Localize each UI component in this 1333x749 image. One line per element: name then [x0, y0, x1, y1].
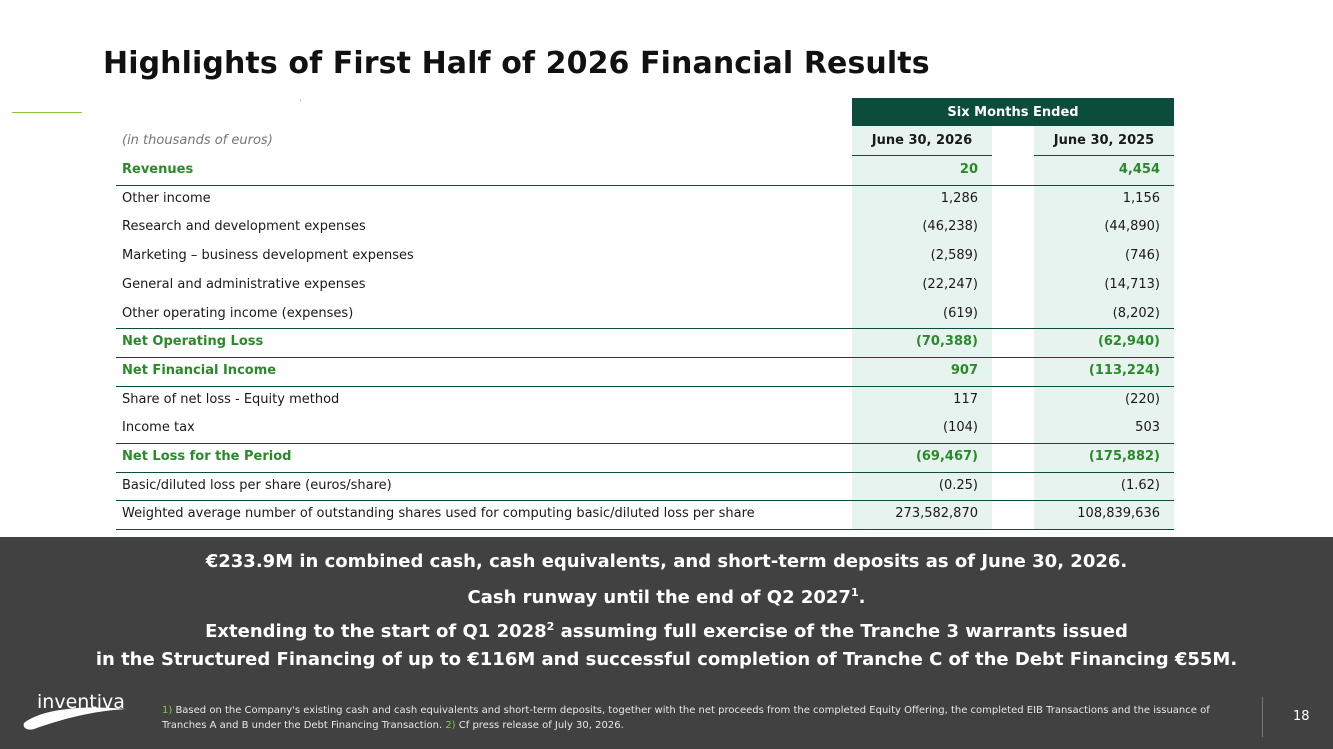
- row-label: Income tax: [122, 420, 195, 436]
- value-2026: (0.25): [938, 477, 978, 493]
- row-label: Share of net loss - Equity method: [122, 391, 340, 407]
- row-label: Revenues: [122, 162, 194, 177]
- footnote-1-number: 1): [162, 705, 173, 716]
- row-divider: [116, 500, 1174, 501]
- financing-line: in the Structured Financing of up to €116M and successful completion of Tranche C of the Debt Financing €55M.: [95, 649, 1238, 670]
- cash-highlights-band: [0, 537, 1333, 749]
- value-2025: 108,839,636: [1077, 506, 1160, 522]
- row-label: Net Loss for the Period: [122, 449, 292, 464]
- col-header-2026: June 30, 2026: [871, 133, 973, 148]
- value-2025: (62,940): [1097, 334, 1160, 350]
- value-2025: (220): [1125, 391, 1160, 407]
- decorative-dot: [300, 100, 301, 101]
- col-header-rule-2025: [1034, 155, 1174, 156]
- value-2025: (175,882): [1088, 449, 1160, 464]
- row-label: Weighted average number of outstanding shares used for computing basic/diluted loss per share: [122, 506, 755, 522]
- value-2025: (1.62): [1120, 477, 1160, 493]
- value-2026: 1,286: [940, 190, 978, 206]
- inventiva-logo: [22, 691, 132, 731]
- value-2026: (22,247): [922, 276, 978, 292]
- value-2025: 1,156: [1122, 190, 1160, 206]
- extension-text-a: Extending to the start of Q1 2028: [205, 621, 547, 642]
- footnote-1-text: Based on the Company's existing cash and cash equivalents and short-term deposits, together with the net proceeds from the completed Equity Offering, the completed EIB Transactions and the issuance of Tranches A and B under the Debt Financing Transaction.: [162, 705, 1210, 731]
- row-divider: [116, 386, 1174, 387]
- footnote-ref-1: 1: [850, 586, 859, 599]
- logo-wordmark: inventiva: [37, 691, 125, 713]
- row-label: Net Financial Income: [122, 362, 277, 378]
- row-label: General and administrative expenses: [122, 276, 366, 292]
- unit-label: (in thousands of euros): [122, 133, 273, 148]
- row-divider: [116, 328, 1174, 329]
- value-2025: (44,890): [1104, 219, 1160, 235]
- cash-runway-period: .: [858, 587, 866, 608]
- footnote-ref-2: 2: [546, 620, 555, 633]
- page-title: Highlights of First Half of 2026 Financial Results: [103, 46, 930, 81]
- value-2026: 20: [959, 162, 978, 177]
- value-2026: (104): [943, 420, 978, 436]
- value-2025: (746): [1125, 248, 1160, 264]
- value-2025: (14,713): [1104, 276, 1160, 292]
- value-2025: 4,454: [1118, 162, 1160, 177]
- value-2026: (619): [943, 305, 978, 321]
- value-2026: 273,582,870: [895, 506, 978, 522]
- footnotes: [162, 703, 1222, 733]
- col-header-2025: June 30, 2025: [1053, 133, 1155, 148]
- row-label: Research and development expenses: [122, 219, 366, 235]
- footnote-2-number: 2): [445, 720, 456, 731]
- col-header-rule-2026: [852, 155, 992, 156]
- row-label: Marketing – business development expenses: [122, 248, 414, 264]
- row-divider: [116, 185, 1174, 186]
- cash-runway-line: [0, 586, 1333, 608]
- row-divider: [116, 472, 1174, 473]
- extension-text-b: assuming full exercise of the Tranche 3 warrants issued: [554, 621, 1128, 642]
- value-2026: (2,589): [930, 248, 978, 264]
- value-2026: 907: [950, 362, 978, 378]
- extension-line: [0, 620, 1333, 642]
- value-2025: 503: [1135, 420, 1160, 436]
- row-divider: [116, 529, 1174, 530]
- row-divider: [116, 357, 1174, 358]
- row-label: Other operating income (expenses): [122, 305, 354, 321]
- accent-line: [12, 112, 82, 113]
- cash-runway-text: Cash runway until the end of Q2 2027: [467, 587, 851, 608]
- row-label: Other income: [122, 190, 211, 206]
- cash-position-line: €233.9M in combined cash, cash equivalents, and short-term deposits as of June 30, 2026.: [205, 551, 1128, 572]
- row-label: Net Operating Loss: [122, 334, 264, 350]
- value-2026: (69,467): [915, 449, 978, 464]
- page-number-divider: [1262, 697, 1263, 737]
- value-2025: (113,224): [1088, 362, 1160, 378]
- value-2026: (46,238): [922, 219, 978, 235]
- page-number: 18: [1293, 709, 1310, 724]
- row-divider: [116, 443, 1174, 444]
- six-months-ended-header: Six Months Ended: [852, 98, 1174, 126]
- value-2026: (70,388): [915, 334, 978, 350]
- value-2026: 117: [953, 391, 978, 407]
- row-label: Basic/diluted loss per share (euros/share): [122, 477, 392, 493]
- footnote-2-text: Cf press release of July 30, 2026.: [455, 720, 624, 731]
- value-2025: (8,202): [1112, 305, 1160, 321]
